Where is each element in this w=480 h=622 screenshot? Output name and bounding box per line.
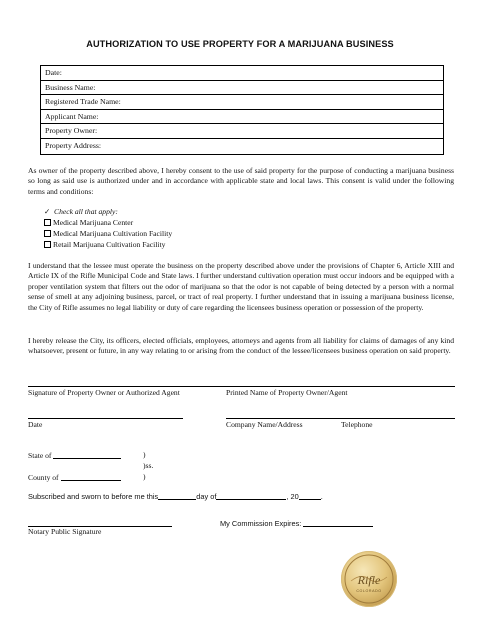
checklist-item[interactable]: Medical Marijuana Center xyxy=(44,217,172,228)
business-type-checklist xyxy=(44,206,172,250)
seal-text: Rifle xyxy=(357,573,381,587)
commission-blank[interactable] xyxy=(303,518,373,527)
date-field[interactable]: Date: xyxy=(41,66,443,81)
checkbox-icon[interactable] xyxy=(44,241,51,248)
owner-signature-label: Signature of Property Owner or Authorized Agent xyxy=(28,388,180,397)
day-blank[interactable] xyxy=(158,491,196,500)
date-line[interactable] xyxy=(28,418,183,419)
checklist-item[interactable]: Medical Marijuana Cultivation Facility xyxy=(44,228,172,239)
seal-subtext: COLORADO xyxy=(356,589,382,593)
document-title: AUTHORIZATION TO USE PROPERTY FOR A MARIJUANA BUSINESS xyxy=(86,39,394,49)
company-address-label: Company Name/Address xyxy=(226,420,303,429)
checkbox-icon[interactable] xyxy=(44,230,51,237)
notary-signature-label: Notary Public Signature xyxy=(28,527,102,536)
checkbox-icon[interactable] xyxy=(44,219,51,226)
registered-trade-name-field[interactable]: Registered Trade Name: xyxy=(41,95,443,110)
commission-expires: My Commission Expires: xyxy=(220,518,373,528)
owner-signature-line[interactable] xyxy=(28,386,231,387)
company-address-line[interactable] xyxy=(226,418,455,419)
month-blank[interactable] xyxy=(216,491,286,500)
applicant-name-field[interactable]: Applicant Name: xyxy=(41,110,443,125)
property-address-field[interactable]: Property Address: xyxy=(45,140,102,150)
year-blank[interactable] xyxy=(299,491,321,500)
paren-bottom: ) xyxy=(143,472,146,481)
printed-name-label: Printed Name of Property Owner/Agent xyxy=(226,388,348,397)
subscribed-line: Subscribed and sworn to before me this day of , 20 . xyxy=(28,492,323,501)
business-name-field[interactable]: Business Name: xyxy=(41,81,443,96)
paren-top: ) xyxy=(143,450,146,459)
seal-emblem-icon xyxy=(341,551,397,607)
release-paragraph: I hereby release the City, its officers, elected officials, employees, attorneys and agents from all liability for claims of damages of any kind whatsoever, present or future, in any way relating to or arising from the conduct of the lessee/licensees business operation on said property. xyxy=(28,336,454,356)
state-blank[interactable] xyxy=(53,450,121,459)
consent-paragraph: As owner of the property described above, I hereby consent to the use of said property for the purpose of conducting a marijuana business so long as said use is authorized under and in accordance with applicable state and local laws. This consent is valid under the following terms and conditions: xyxy=(28,166,454,196)
checklist-item[interactable]: Retail Marijuana Cultivation Facility xyxy=(44,239,172,250)
property-owner-field[interactable]: Property Owner: xyxy=(41,124,443,139)
checkmark-icon: ✓ xyxy=(44,207,51,216)
state-of-label: State of xyxy=(28,450,121,460)
printed-name-line[interactable] xyxy=(226,386,455,387)
property-info-table xyxy=(40,65,444,155)
city-of-rifle-seal xyxy=(341,551,397,607)
conditions-paragraph: I understand that the lessee must operate the business on the property described above under the provisions of Chapter 6, Article XIII and Article IX of the Rifle Municipal Code and State laws. I further understand cultivation operation must occur indoors and be equipped with a proper ventilation system that filters out the odor of marijuana so that the odor is not capable of being detected by a person with a normal sense of smell at any adjoining business, parcel, or tract of real property. I further understand that in issuing a marijuana business license, the City of Rifle assumes no legal liability or duty of care regarding the licensees business operation or possession of the property. xyxy=(28,261,454,312)
telephone-label: Telephone xyxy=(341,420,373,429)
date-label: Date xyxy=(28,420,43,429)
county-blank[interactable] xyxy=(61,472,121,481)
county-of-label: County of xyxy=(28,472,121,482)
checklist-heading: ✓ Check all that apply: xyxy=(44,207,118,216)
ss-label: )ss. xyxy=(143,461,154,470)
